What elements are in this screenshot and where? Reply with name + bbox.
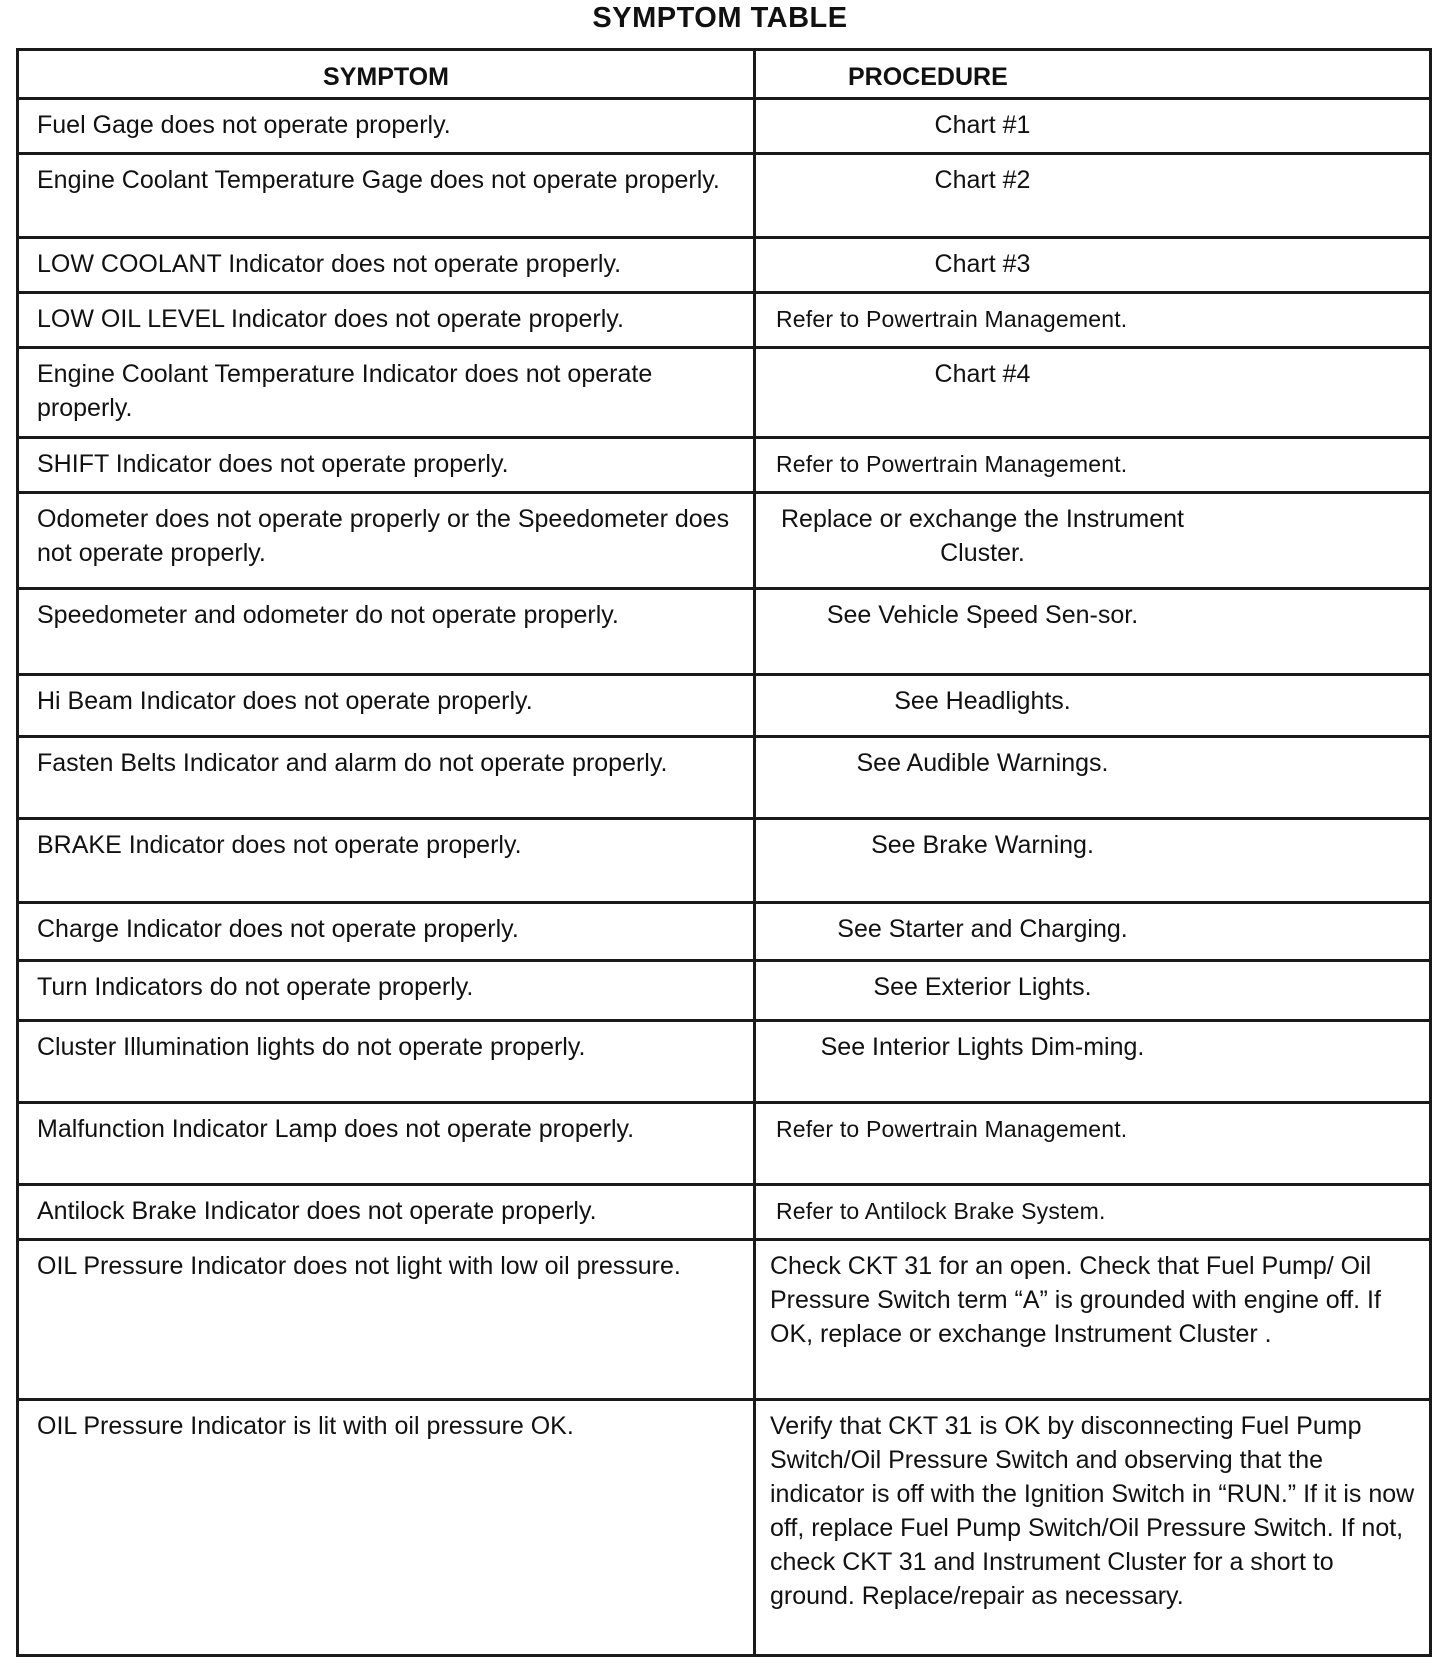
table-row: [18, 1240, 1431, 1400]
table-header-row: [18, 50, 1431, 99]
procedure-cell: See Brake Warning.: [755, 819, 1431, 903]
symptom-cell: BRAKE Indicator does not operate properly.: [18, 819, 755, 903]
symptom-cell: Charge Indicator does not operate properly.: [18, 903, 755, 961]
table-row: [18, 238, 1431, 293]
procedure-cell: See Exterior Lights.: [755, 961, 1431, 1021]
table-row: [18, 1400, 1431, 1656]
symptom-cell: OIL Pressure Indicator is lit with oil pressure OK.: [18, 1400, 755, 1656]
symptom-cell: Odometer does not operate properly or the Speedometer does not operate properly.: [18, 493, 755, 589]
table-row: [18, 819, 1431, 903]
procedure-cell: Refer to Antilock Brake System.: [755, 1185, 1431, 1240]
table-row: [18, 589, 1431, 675]
table-row: [18, 1185, 1431, 1240]
symptom-cell: Fuel Gage does not operate properly.: [18, 99, 755, 154]
table-row: [18, 154, 1431, 238]
table-row: [18, 675, 1431, 737]
symptom-cell: Malfunction Indicator Lamp does not operate properly.: [18, 1103, 755, 1185]
procedure-cell: Replace or exchange the Instrument Cluster.: [755, 493, 1431, 589]
procedure-cell: Verify that CKT 31 is OK by disconnecting Fuel Pump Switch/Oil Pressure Switch and observing that the indicator is off with the Ignition Switch in “RUN.” If it is now off, replace Fuel Pump Switch/Oil Pressure Switch. If not, check CKT 31 and Instrument Cluster for a short to ground. Replace/repair as necessary.: [755, 1400, 1431, 1656]
procedure-cell: Chart #2: [755, 154, 1431, 238]
table-row: [18, 99, 1431, 154]
table-row: [18, 737, 1431, 819]
symptom-cell: Fasten Belts Indicator and alarm do not operate properly.: [18, 737, 755, 819]
procedure-cell: Refer to Powertrain Management.: [755, 1103, 1431, 1185]
symptom-cell: Speedometer and odometer do not operate properly.: [18, 589, 755, 675]
procedure-cell: Refer to Powertrain Management.: [755, 293, 1431, 348]
symptom-column-header: SYMPTOM: [18, 50, 755, 99]
table-row: [18, 438, 1431, 493]
symptom-cell: OIL Pressure Indicator does not light with low oil pressure.: [18, 1240, 755, 1400]
table-row: [18, 493, 1431, 589]
symptom-cell: LOW OIL LEVEL Indicator does not operate properly.: [18, 293, 755, 348]
table-row: [18, 348, 1431, 438]
symptom-cell: Engine Coolant Temperature Gage does not operate properly.: [18, 154, 755, 238]
symptom-cell: LOW COOLANT Indicator does not operate properly.: [18, 238, 755, 293]
procedure-cell: See Starter and Charging.: [755, 903, 1431, 961]
procedure-cell: See Headlights.: [755, 675, 1431, 737]
procedure-cell: Check CKT 31 for an open. Check that Fuel Pump/ Oil Pressure Switch term “A” is grounded with engine off. If OK, replace or exchange Instrument Cluster .: [755, 1240, 1431, 1400]
symptom-cell: SHIFT Indicator does not operate properly.: [18, 438, 755, 493]
symptom-cell: Engine Coolant Temperature Indicator does not operate properly.: [18, 348, 755, 438]
procedure-cell: Chart #3: [755, 238, 1431, 293]
symptom-cell: Antilock Brake Indicator does not operate properly.: [18, 1185, 755, 1240]
procedure-column-header: PROCEDURE: [755, 50, 1431, 99]
symptom-table: [16, 48, 1432, 1657]
procedure-cell: Chart #4: [755, 348, 1431, 438]
procedure-cell: See Audible Warnings.: [755, 737, 1431, 819]
procedure-cell: Chart #1: [755, 99, 1431, 154]
table-row: [18, 903, 1431, 961]
procedure-cell: See Interior Lights Dim-ming.: [755, 1021, 1431, 1103]
symptom-cell: Turn Indicators do not operate properly.: [18, 961, 755, 1021]
symptom-cell: Hi Beam Indicator does not operate properly.: [18, 675, 755, 737]
table-row: [18, 1021, 1431, 1103]
procedure-cell: Refer to Powertrain Management.: [755, 438, 1431, 493]
table-row: [18, 961, 1431, 1021]
table-title: SYMPTOM TABLE: [592, 2, 848, 34]
table-row: [18, 293, 1431, 348]
procedure-cell: See Vehicle Speed Sen-sor.: [755, 589, 1431, 675]
symptom-cell: Cluster Illumination lights do not operate properly.: [18, 1021, 755, 1103]
table-row: [18, 1103, 1431, 1185]
